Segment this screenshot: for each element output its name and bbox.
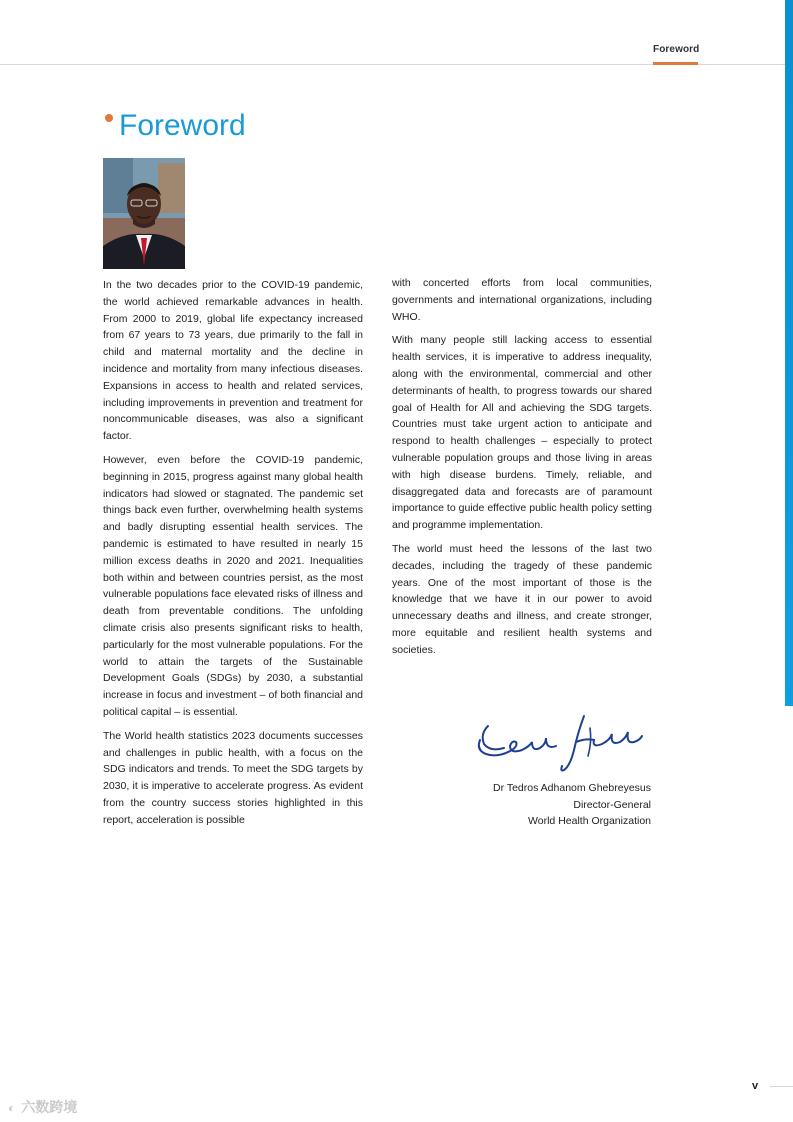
watermark-logo-icon: ◐	[8, 1101, 16, 1115]
page-number: v	[752, 1080, 759, 1092]
running-header: Foreword	[653, 44, 700, 55]
signatory-block	[431, 780, 651, 830]
paragraph: The World health statistics 2023 documents successes and challenges in public health, with a focus on the SDG indicators and trends. To meet the SDG targets by 2030, it is imperative to accelerate progress. As evident from the country success stories highlighted in this report, acceleration is possible	[103, 729, 363, 826]
portrait-photo	[103, 158, 185, 269]
right-edge-accent-bar	[785, 0, 793, 706]
page-title: Foreword	[119, 109, 246, 142]
signatory-organization: World Health Organization	[528, 815, 651, 827]
handwritten-signature	[474, 712, 644, 774]
signatory-role: Director-General	[573, 798, 651, 811]
footer-rule	[770, 1086, 793, 1087]
running-header-underline	[653, 62, 698, 65]
title-bullet-dot	[105, 114, 113, 122]
watermark	[8, 1097, 77, 1117]
left-text-column	[103, 277, 363, 836]
portrait-illustration	[103, 158, 185, 269]
paragraph: In the two decades prior to the COVID-19 pandemic, the world achieved remarkable advances in health. From 2000 to 2019, global life expectancy increased from 67 years to 73 years, due primarily to the fall in child and maternal mortality and the decline in incidence and mortality from many infectious diseases. Expansions in access to health and related services, including improvements in prevention and treatment for noncommunicable diseases, was also a significant factor.	[103, 279, 363, 443]
paragraph: With many people still lacking access to essential health services, it is imperative to address inequality, along with the environmental, commercial and other determinants of health, to progress towards our shared goal of Health for All and achieving the SDG targets. Countries must take urgent action to anticipate and respond to health challenges – especially to protect vulnerable population groups and those living in areas with high disease burdens. Timely, reliable, and disaggregated data and forecasts are of paramount importance to guide effective public health policy setting and programme implementation.	[392, 334, 652, 532]
signatory-name: Dr Tedros Adhanom Ghebreyesus	[493, 782, 651, 794]
paragraph: The world must heed the lessons of the last two decades, including the tragedy of these pandemic years. One of the most important of those is the knowledge that we have it in our power to avoid unnecessary deaths and illness, and create stronger, more equitable and resilient health systems and societies.	[392, 542, 652, 656]
paragraph: However, even before the COVID-19 pandemic, beginning in 2015, progress against many global health indicators had slowed or stagnated. The pandemic set things back even further, overwhelming health systems and badly disrupting essential health services. The pandemic is estimated to have resulted in nearly 15 million excess deaths in 2020 and 2021. Inequalities both within and between countries persist, as the most vulnerable populations face elevated risks of illness and death from preventable conditions. The unfolding climate crisis also presents significant risks to health, particularly for the most vulnerable populations. For the world to attain the targets of the Sustainable Development Goals (SDGs) by 2030, a substantial increase in focus and investment – of both financial and political capital – is essential.	[103, 453, 363, 718]
paragraph: with concerted efforts from local communities, governments and international organizations, including WHO.	[392, 277, 652, 323]
right-text-column	[392, 275, 652, 666]
watermark-text: 六数跨境	[21, 1099, 78, 1115]
